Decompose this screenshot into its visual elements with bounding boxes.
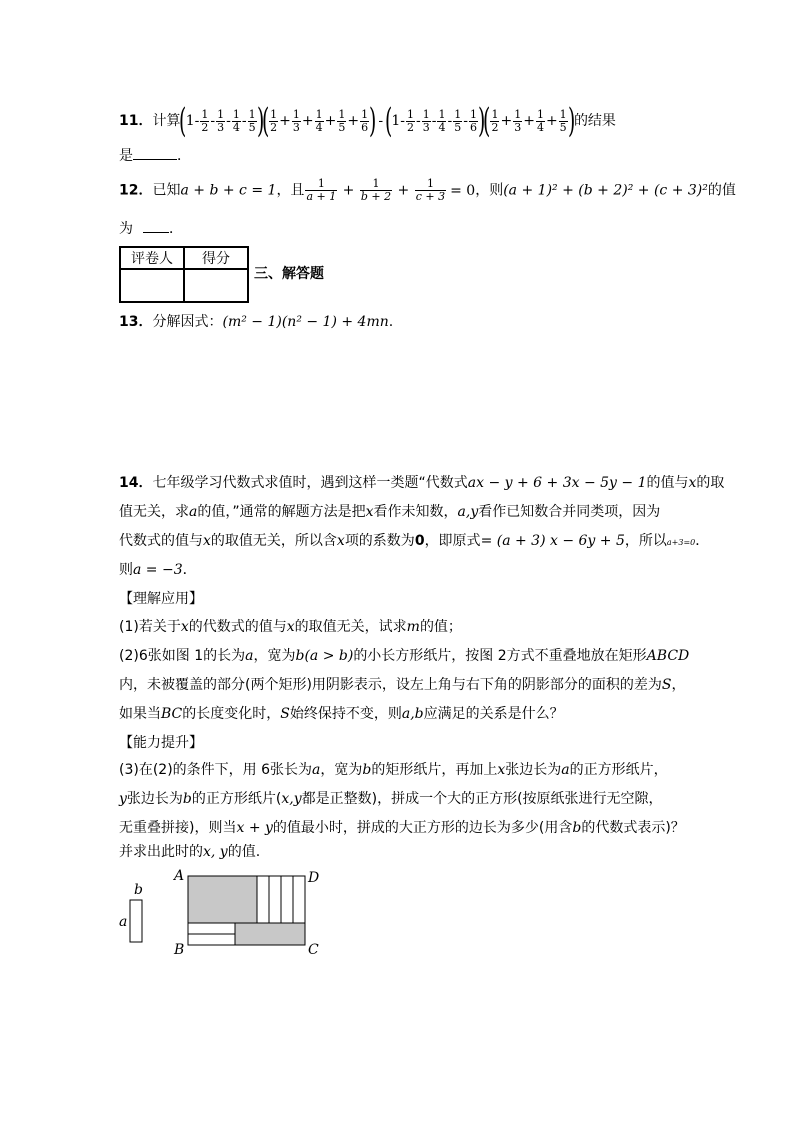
shaded-bottom-right [235,923,305,945]
fraction: $\frac{1}{2}$ [270,107,278,134]
fraction: $\frac{1}{5}$ [248,107,256,134]
label-d-corner: D [308,870,320,886]
label-c-corner: C [308,942,319,958]
fraction: $\frac{1}{2}$ [201,107,209,134]
shaded-top-left [188,876,257,923]
q14-part2-line2: 内，未被覆盖的部分(两个矩形)用阴影表示，设左上角与右下角的阴影部分的面积的差为S， [119,677,686,693]
q11-prefix: 计算 [152,113,181,129]
figure-rectangles [110,865,330,960]
q14-number: 14． [119,475,153,491]
label-a-corner: A [174,868,185,884]
q14-part1: (1)若关于x的代数式的值与x的取值无关，试求m的值； [119,619,462,635]
fraction: $\frac{1}{4}$ [232,107,240,134]
heading-understand: 【理解应用】 [119,591,203,607]
score-table [119,246,249,303]
section-title: 三、解答题 [254,266,324,282]
q14-part2-line3: 如果当BC的长度变化时，S始终保持不变，则a,b应满足的关系是什么？ [119,706,564,722]
answer-blank[interactable] [143,218,169,233]
q14-part2-line1: (2)6张如图 1的长为a，宽为b(a > b)的小长方形纸片，按图 2方式不重叠地放在矩形ABCD [119,648,690,664]
fig1-label-a: a [119,914,128,930]
q13-line: 13．分解因式：(m² − 1)(n² − 1) + 4mn. [119,314,394,330]
q14-part3-line4: 并求出此时的x, y的值. [119,844,261,860]
answer-blank[interactable] [133,145,177,160]
q13-number: 13． [119,314,153,330]
fraction: $\frac{1}{3}$ [217,107,225,134]
q11-number: 11． [119,113,153,129]
q14-part3-line1: (3)在(2)的条件下，用 6张长为a，宽为b的矩形纸片，再加上x张边长为a的正方形纸片， [119,762,668,778]
q14-line3: 代数式的值与x的取值无关，所以含x项的系数为0，即原式= (a + 3) x − 6y + 5，所以a+3=0． [119,533,710,549]
q12-number: 12． [119,182,153,199]
q14-line4: 则a = −3． [119,562,197,578]
q14-part3-line3: 无重叠拼接)，则当x + y的值最小时，拼成的大正方形的边长为多少(用含b的代数式表示)？ [119,820,685,836]
heading-improve: 【能力提升】 [119,735,203,751]
q12-line1: 12．已知a + b + c = 1，且 $\frac{1}{a + 1}$ + $\frac{1}{b + 2}$ + $\frac{1}{c + 3}$ = 0，则(a + 1)² + (b + 2)² + (c + 3)²的值 [119,177,736,203]
score-cell[interactable] [184,269,248,302]
label-b-corner: B [174,942,185,958]
q11-line1: 11．计算(1- $\frac{1}{2}$ - $\frac{1}{3}$ - $\frac{1}{4}$ - $\frac{1}{5}$ )( $\frac{1}{2}$ + $\frac{1}{3}$ + $\frac{1}{4}$ + $\frac{1}{5}$ + $\frac{1}{6}$ ) -(1- $\frac{1}{2}$ - $\frac{1}{3}$ - $\frac{1}{4}$ - $\frac{1}{5}$ - $\frac{1}{6}$ )( $\frac{1}{2}$ + $\frac{1}{3}$ + $\frac{1}{4}$ + $\frac{1}{5}$ )的结果 [119,101,616,141]
q14-part3-line2: y张边长为b的正方形纸片(x,y都是正整数)，拼成一个大的正方形(按原纸张进行无空隙， [119,791,663,807]
q14-line1: 14．七年级学习代数式求值时，遇到这样一类题“代数式ax − y + 6 + 3x − 5y − 1的值与x的取 [119,475,725,491]
score-table-grader: 评卷人 [120,247,184,269]
q11-line2: 是 ． [119,145,191,166]
score-table-score: 得分 [184,247,248,269]
q12-line2: 为 ． [119,218,183,239]
fig1-label-b: b [134,882,143,898]
q11-suffix: 的结果 [573,113,616,129]
q14-line2: 值无关，求a的值，”通常的解题方法是把x看作未知数，a,y看作已知数合并同类项，因为 [119,504,661,520]
fig1-rectangle [130,900,142,942]
paren-open: ( [179,101,187,141]
grader-cell[interactable] [120,269,184,302]
